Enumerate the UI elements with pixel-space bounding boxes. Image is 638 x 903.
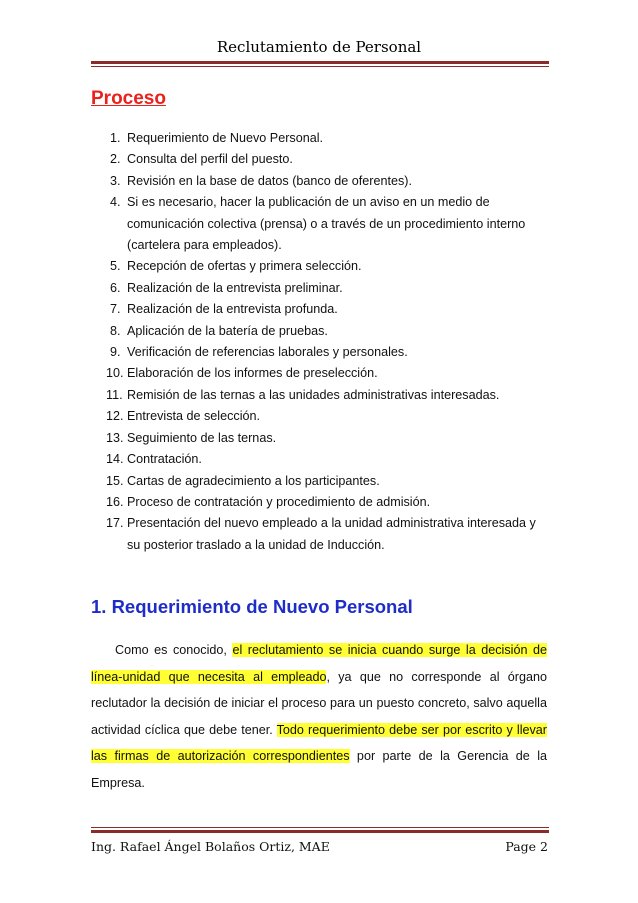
list-item-text: Recepción de ofertas y primera selección. [127,259,362,274]
list-item-number: 11. [106,387,123,402]
list-item-text: Presentación del nuevo empleado a la unidad administrativa interesada y su posterior traslado a la unidad de Inducción. [127,516,536,552]
heading-proceso: Proceso [91,88,166,109]
highlighted-text: Todo requerimiento debe ser por escrito y llevar las firmas de autorización correspondientes [91,722,547,764]
list-item-text: Verificación de referencias laborales y personales. [127,345,408,360]
list-item-number: 17. [106,516,124,531]
list-item [91,471,551,492]
footer-author: Ing. Rafael Ángel Bolaños Ortiz, MAE [91,839,330,854]
list-item-number: 2. [110,152,121,167]
list-item-text: Requerimiento de Nuevo Personal. [127,131,324,145]
list-item-text: Revisión en la base de datos (banco de oferentes). [127,173,412,188]
list-item-number: 9. [110,345,121,360]
list-item-text: Realización de la entrevista profunda. [127,302,338,317]
footer-page-number: Page 2 [505,839,548,854]
list-item-number: 16. [106,494,124,509]
list-item-number: 13. [106,430,124,445]
list-item-number: 5. [110,259,121,274]
list-item-text: Aplicación de la batería de pruebas. [127,323,328,338]
list-item-text: Contratación. [127,452,202,467]
list-item-text: Cartas de agradecimiento a los participantes. [127,473,380,488]
list-item-number: 7. [110,302,121,317]
list-item-number: 6. [110,280,121,295]
list-item-number: 14. [106,452,124,467]
page-header-title: Reclutamiento de Personal [216,38,422,56]
list-item [91,513,551,556]
list-item-number: 1. [110,131,121,145]
list-item-text: Realización de la entrevista preliminar. [127,280,343,295]
paragraph-text: , ya que no corresponde al órgano reclutador la decisión de iniciar el proceso para un puesto concreto, salvo aquella actividad cíclica que debe tener. [91,669,548,737]
highlighted-text: el reclutamiento se inicia cuando surge la decisión de línea-unidad que necesita al empleado [91,643,547,684]
list-item [91,149,551,170]
list-item [91,492,551,513]
list-item-number: 15. [106,473,124,488]
header-rule-thin [91,66,549,67]
list-item-text: Si es necesario, hacer la publicación de un aviso en un medio de comunicación colectiva (prensa) o a través de un procedimiento interno (cartelera para empleados). [127,195,526,253]
list-item [91,449,551,470]
paragraph-text: Como es conocido, [115,643,233,657]
footer-rule-thin [91,827,549,828]
list-item-text: Consulta del perfil del puesto. [127,152,293,167]
footer-rule-thick [91,830,549,833]
list-item-text: Remisión de las ternas a las unidades administrativas interesadas. [127,387,500,402]
list-item-number: 4. [110,195,121,210]
list-item [91,299,551,320]
list-item [91,192,551,256]
list-item-number: 10. [106,366,124,381]
list-item [91,128,551,149]
list-item [91,321,551,342]
list-item [91,363,551,384]
list-item-text: Proceso de contratación y procedimiento de admisión. [127,494,431,509]
list-item [91,428,551,449]
list-item-text: Entrevista de selección. [127,409,261,424]
list-item-number: 3. [110,173,121,188]
header-rule-thick [91,61,549,64]
section-heading: 1. Requerimiento de Nuevo Personal [91,596,413,617]
list-item-number: 8. [110,323,121,338]
process-steps-list [91,128,551,556]
list-item-text: Elaboración de los informes de preselección. [127,366,378,381]
paragraph-text: por parte de la Gerencia de la Empresa. [91,749,547,790]
list-item [91,256,551,277]
list-item-number: 12. [106,409,124,424]
list-item [91,406,551,427]
list-item [91,278,551,299]
section-paragraph [91,637,547,797]
list-item [91,171,551,192]
list-item [91,342,551,363]
list-item [91,385,551,406]
list-item-text: Seguimiento de las ternas. [127,430,277,445]
